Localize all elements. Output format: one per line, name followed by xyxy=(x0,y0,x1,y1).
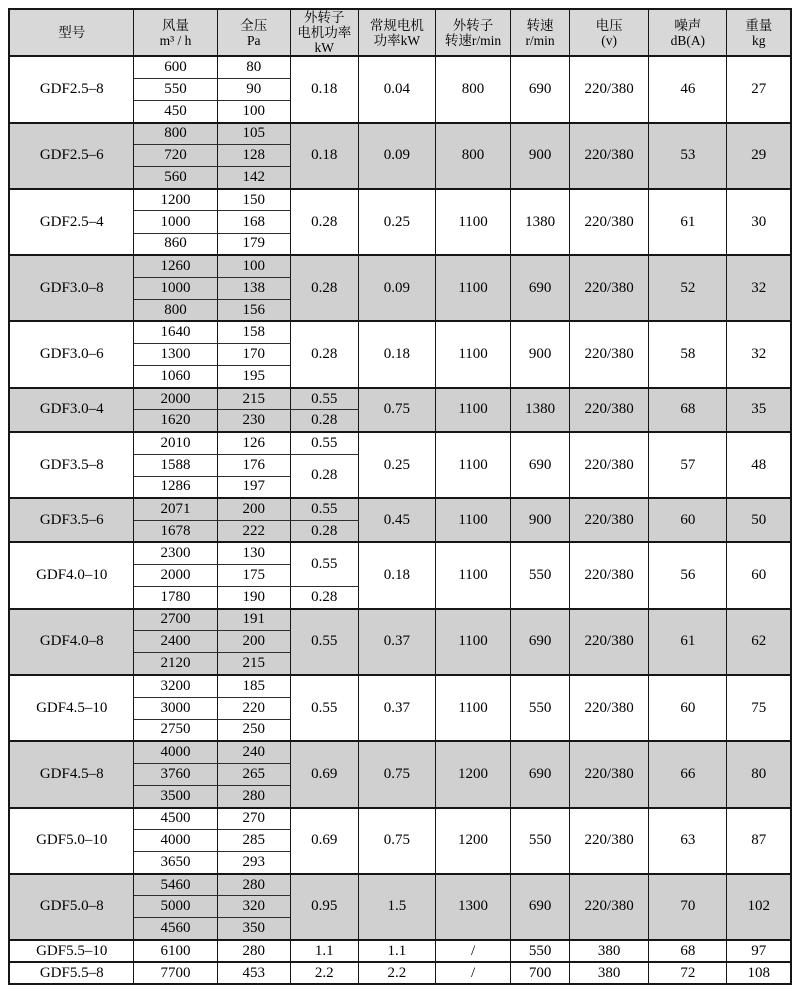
cell-pressure: 280 xyxy=(217,940,290,962)
cell-pressure: 156 xyxy=(217,299,290,321)
cell-airflow: 2071 xyxy=(134,498,217,520)
cell-rotor-speed: 1100 xyxy=(435,498,510,542)
cell-weight: 50 xyxy=(727,498,791,542)
cell-motor-power: 0.45 xyxy=(358,498,435,542)
cell-pressure: 176 xyxy=(217,454,290,476)
cell-airflow: 550 xyxy=(134,78,217,100)
cell-speed: 700 xyxy=(511,962,570,984)
cell-airflow: 1000 xyxy=(134,211,217,233)
cell-pressure: 168 xyxy=(217,211,290,233)
cell-voltage: 220/380 xyxy=(570,56,649,122)
cell-weight: 108 xyxy=(727,962,791,984)
cell-weight: 29 xyxy=(727,123,791,189)
cell-pressure: 126 xyxy=(217,432,290,454)
cell-voltage: 220/380 xyxy=(570,189,649,255)
cell-pressure: 280 xyxy=(217,874,290,896)
cell-pressure: 80 xyxy=(217,56,290,78)
cell-noise: 72 xyxy=(649,962,727,984)
cell-rotor-power: 0.28 xyxy=(290,520,358,542)
cell-rotor-power: 0.18 xyxy=(290,56,358,122)
cell-airflow: 1260 xyxy=(134,255,217,277)
cell-pressure: 195 xyxy=(217,366,290,388)
cell-pressure: 222 xyxy=(217,520,290,542)
cell-voltage: 380 xyxy=(570,962,649,984)
cell-motor-power: 1.5 xyxy=(358,874,435,940)
cell-airflow: 860 xyxy=(134,233,217,255)
cell-voltage: 220/380 xyxy=(570,255,649,321)
cell-airflow: 1300 xyxy=(134,344,217,366)
cell-model: GDF3.5–6 xyxy=(9,498,134,542)
cell-model: GDF4.5–10 xyxy=(9,675,134,741)
cell-voltage: 220/380 xyxy=(570,123,649,189)
cell-speed: 900 xyxy=(511,321,570,387)
cell-weight: 102 xyxy=(727,874,791,940)
col-header-line: 外转子 xyxy=(304,10,345,25)
cell-pressure: 320 xyxy=(217,896,290,918)
cell-voltage: 220/380 xyxy=(570,609,649,675)
table-row xyxy=(9,432,791,454)
cell-rotor-speed: 800 xyxy=(435,56,510,122)
col-header-line: 电压 xyxy=(595,17,623,33)
cell-model: GDF5.5–8 xyxy=(9,962,134,984)
cell-rotor-power: 2.2 xyxy=(290,962,358,984)
cell-pressure: 100 xyxy=(217,101,290,123)
cell-airflow: 1640 xyxy=(134,321,217,343)
cell-voltage: 220/380 xyxy=(570,874,649,940)
col-header-voltage xyxy=(570,9,649,56)
cell-airflow: 1678 xyxy=(134,520,217,542)
cell-rotor-power: 0.55 xyxy=(290,675,358,741)
cell-noise: 56 xyxy=(649,542,727,608)
cell-motor-power: 2.2 xyxy=(358,962,435,984)
cell-pressure: 105 xyxy=(217,123,290,145)
table-header xyxy=(9,9,791,56)
cell-weight: 97 xyxy=(727,940,791,962)
col-header-weight xyxy=(727,9,791,56)
cell-pressure: 142 xyxy=(217,167,290,189)
cell-speed: 550 xyxy=(511,542,570,608)
cell-motor-power: 0.09 xyxy=(358,123,435,189)
cell-speed: 1380 xyxy=(511,189,570,255)
col-header-rotor_speed xyxy=(435,9,510,56)
cell-pressure: 265 xyxy=(217,763,290,785)
cell-airflow: 720 xyxy=(134,145,217,167)
cell-rotor-speed: 1100 xyxy=(435,255,510,321)
cell-rotor-speed: 1100 xyxy=(435,388,510,432)
cell-weight: 87 xyxy=(727,808,791,874)
cell-pressure: 293 xyxy=(217,852,290,874)
table-row xyxy=(9,962,791,984)
cell-rotor-power: 0.28 xyxy=(290,189,358,255)
col-header-line: kW xyxy=(314,40,335,56)
cell-speed: 690 xyxy=(511,874,570,940)
col-header-line: 电机功率 xyxy=(297,25,352,41)
cell-airflow: 3200 xyxy=(134,675,217,697)
cell-model: GDF3.0–6 xyxy=(9,321,134,387)
col-header-line: 风量 xyxy=(162,17,190,33)
cell-rotor-power: 0.28 xyxy=(290,255,358,321)
cell-noise: 61 xyxy=(649,189,727,255)
cell-airflow: 1060 xyxy=(134,366,217,388)
cell-pressure: 191 xyxy=(217,609,290,631)
cell-motor-power: 1.1 xyxy=(358,940,435,962)
cell-airflow: 2400 xyxy=(134,631,217,653)
cell-rotor-power: 0.55 xyxy=(290,498,358,520)
table-row xyxy=(9,808,791,830)
cell-rotor-power: 0.55 xyxy=(290,388,358,410)
cell-rotor-power: 0.28 xyxy=(290,587,358,609)
cell-voltage: 380 xyxy=(570,940,649,962)
col-header-line: 常规电机 xyxy=(369,17,424,33)
cell-motor-power: 0.04 xyxy=(358,56,435,122)
table-row xyxy=(9,123,791,145)
cell-rotor-speed: 1100 xyxy=(435,432,510,498)
cell-rotor-speed: 1100 xyxy=(435,189,510,255)
cell-noise: 68 xyxy=(649,388,727,432)
table-row xyxy=(9,874,791,896)
cell-speed: 690 xyxy=(511,255,570,321)
cell-speed: 690 xyxy=(511,609,570,675)
cell-pressure: 250 xyxy=(217,719,290,741)
cell-speed: 690 xyxy=(511,432,570,498)
cell-model: GDF2.5–8 xyxy=(9,56,134,122)
cell-pressure: 138 xyxy=(217,277,290,299)
cell-weight: 27 xyxy=(727,56,791,122)
cell-airflow: 2300 xyxy=(134,542,217,564)
cell-noise: 58 xyxy=(649,321,727,387)
cell-rotor-speed: 1300 xyxy=(435,874,510,940)
cell-motor-power: 0.25 xyxy=(358,432,435,498)
col-header-line: 转速 xyxy=(526,17,554,33)
cell-weight: 32 xyxy=(727,321,791,387)
table-row xyxy=(9,321,791,343)
cell-rotor-power: 1.1 xyxy=(290,940,358,962)
cell-pressure: 170 xyxy=(217,344,290,366)
cell-rotor-power: 0.69 xyxy=(290,741,358,807)
cell-motor-power: 0.09 xyxy=(358,255,435,321)
cell-model: GDF4.0–8 xyxy=(9,609,134,675)
cell-noise: 60 xyxy=(649,498,727,542)
cell-pressure: 200 xyxy=(217,498,290,520)
cell-model: GDF4.0–10 xyxy=(9,542,134,608)
cell-speed: 900 xyxy=(511,123,570,189)
cell-airflow: 1000 xyxy=(134,277,217,299)
cell-pressure: 175 xyxy=(217,564,290,586)
table-row xyxy=(9,741,791,763)
table-row xyxy=(9,542,791,564)
col-header-noise xyxy=(649,9,727,56)
table-row xyxy=(9,56,791,78)
cell-motor-power: 0.37 xyxy=(358,675,435,741)
col-header-line: Pa xyxy=(246,32,261,48)
cell-rotor-speed: 1100 xyxy=(435,321,510,387)
col-header-line: m³ / h xyxy=(159,32,192,48)
col-header-line: 型号 xyxy=(58,25,86,41)
cell-pressure: 453 xyxy=(217,962,290,984)
col-header-line: 外转子 xyxy=(452,17,494,33)
cell-voltage: 220/380 xyxy=(570,321,649,387)
cell-rotor-speed: 1100 xyxy=(435,542,510,608)
cell-airflow: 1286 xyxy=(134,476,217,498)
table-row xyxy=(9,388,791,410)
cell-noise: 63 xyxy=(649,808,727,874)
table-body xyxy=(9,56,791,984)
cell-weight: 30 xyxy=(727,189,791,255)
cell-rotor-speed: 1200 xyxy=(435,741,510,807)
cell-pressure: 150 xyxy=(217,189,290,211)
cell-pressure: 270 xyxy=(217,808,290,830)
cell-voltage: 220/380 xyxy=(570,432,649,498)
cell-airflow: 4560 xyxy=(134,918,217,940)
cell-airflow: 2010 xyxy=(134,432,217,454)
cell-pressure: 230 xyxy=(217,410,290,432)
cell-airflow: 1200 xyxy=(134,189,217,211)
cell-weight: 62 xyxy=(727,609,791,675)
table-row xyxy=(9,675,791,697)
cell-model: GDF5.0–10 xyxy=(9,808,134,874)
cell-pressure: 130 xyxy=(217,542,290,564)
cell-model: GDF5.5–10 xyxy=(9,940,134,962)
cell-weight: 60 xyxy=(727,542,791,608)
cell-pressure: 158 xyxy=(217,321,290,343)
cell-weight: 32 xyxy=(727,255,791,321)
cell-airflow: 2700 xyxy=(134,609,217,631)
cell-speed: 690 xyxy=(511,56,570,122)
cell-airflow: 6100 xyxy=(134,940,217,962)
cell-motor-power: 0.75 xyxy=(358,808,435,874)
cell-speed: 550 xyxy=(511,675,570,741)
cell-motor-power: 0.75 xyxy=(358,741,435,807)
cell-airflow: 2000 xyxy=(134,564,217,586)
fan-specs-table xyxy=(8,8,792,985)
cell-voltage: 220/380 xyxy=(570,498,649,542)
cell-voltage: 220/380 xyxy=(570,808,649,874)
cell-weight: 80 xyxy=(727,741,791,807)
cell-speed: 550 xyxy=(511,808,570,874)
col-header-line: 转速r/min xyxy=(444,32,502,48)
cell-motor-power: 0.18 xyxy=(358,321,435,387)
table-row xyxy=(9,189,791,211)
cell-rotor-speed: 1200 xyxy=(435,808,510,874)
cell-airflow: 4000 xyxy=(134,830,217,852)
cell-rotor-power: 0.55 xyxy=(290,432,358,454)
cell-pressure: 185 xyxy=(217,675,290,697)
cell-airflow: 5000 xyxy=(134,896,217,918)
col-header-airflow xyxy=(134,9,217,56)
cell-airflow: 600 xyxy=(134,56,217,78)
cell-noise: 46 xyxy=(649,56,727,122)
cell-rotor-speed: 1100 xyxy=(435,675,510,741)
cell-rotor-speed: / xyxy=(435,940,510,962)
cell-rotor-speed: 800 xyxy=(435,123,510,189)
cell-pressure: 179 xyxy=(217,233,290,255)
col-header-line: 全压 xyxy=(240,17,268,33)
cell-noise: 68 xyxy=(649,940,727,962)
table-row xyxy=(9,940,791,962)
cell-speed: 1380 xyxy=(511,388,570,432)
cell-rotor-power: 0.69 xyxy=(290,808,358,874)
cell-airflow: 800 xyxy=(134,123,217,145)
cell-speed: 550 xyxy=(511,940,570,962)
cell-motor-power: 0.75 xyxy=(358,388,435,432)
col-header-line: r/min xyxy=(525,32,555,48)
cell-voltage: 220/380 xyxy=(570,675,649,741)
cell-speed: 900 xyxy=(511,498,570,542)
cell-airflow: 4000 xyxy=(134,741,217,763)
cell-noise: 66 xyxy=(649,741,727,807)
cell-airflow: 560 xyxy=(134,167,217,189)
table-row xyxy=(9,255,791,277)
cell-motor-power: 0.25 xyxy=(358,189,435,255)
cell-airflow: 1588 xyxy=(134,454,217,476)
cell-pressure: 200 xyxy=(217,631,290,653)
col-header-line: kg xyxy=(751,32,766,48)
cell-rotor-speed: / xyxy=(435,962,510,984)
cell-airflow: 5460 xyxy=(134,874,217,896)
cell-noise: 60 xyxy=(649,675,727,741)
cell-model: GDF2.5–4 xyxy=(9,189,134,255)
cell-airflow: 2000 xyxy=(134,388,217,410)
cell-noise: 53 xyxy=(649,123,727,189)
col-header-line: 噪声 xyxy=(674,17,702,33)
cell-airflow: 3000 xyxy=(134,697,217,719)
col-header-line: 重量 xyxy=(745,17,773,33)
cell-voltage: 220/380 xyxy=(570,741,649,807)
cell-pressure: 350 xyxy=(217,918,290,940)
cell-pressure: 220 xyxy=(217,697,290,719)
cell-model: GDF4.5–8 xyxy=(9,741,134,807)
cell-airflow: 2750 xyxy=(134,719,217,741)
cell-rotor-power: 0.55 xyxy=(290,609,358,675)
col-header-model xyxy=(9,9,134,56)
table-row xyxy=(9,609,791,631)
cell-rotor-speed: 1100 xyxy=(435,609,510,675)
cell-motor-power: 0.18 xyxy=(358,542,435,608)
cell-airflow: 800 xyxy=(134,299,217,321)
cell-rotor-power: 0.28 xyxy=(290,321,358,387)
cell-voltage: 220/380 xyxy=(570,542,649,608)
cell-airflow: 1780 xyxy=(134,587,217,609)
col-header-pressure xyxy=(217,9,290,56)
cell-noise: 57 xyxy=(649,432,727,498)
cell-airflow: 3650 xyxy=(134,852,217,874)
cell-model: GDF2.5–6 xyxy=(9,123,134,189)
cell-model: GDF3.0–8 xyxy=(9,255,134,321)
col-header-rotor_power xyxy=(290,9,358,56)
cell-noise: 70 xyxy=(649,874,727,940)
cell-pressure: 128 xyxy=(217,145,290,167)
cell-pressure: 280 xyxy=(217,785,290,807)
col-header-line: dB(A) xyxy=(670,32,706,48)
cell-airflow: 2120 xyxy=(134,653,217,675)
cell-pressure: 100 xyxy=(217,255,290,277)
cell-rotor-power: 0.28 xyxy=(290,454,358,498)
cell-rotor-power: 0.95 xyxy=(290,874,358,940)
cell-pressure: 240 xyxy=(217,741,290,763)
cell-rotor-power: 0.18 xyxy=(290,123,358,189)
cell-pressure: 90 xyxy=(217,78,290,100)
cell-pressure: 197 xyxy=(217,476,290,498)
col-header-speed xyxy=(511,9,570,56)
col-header-motor_power xyxy=(358,9,435,56)
cell-voltage: 220/380 xyxy=(570,388,649,432)
cell-motor-power: 0.37 xyxy=(358,609,435,675)
cell-model: GDF3.0–4 xyxy=(9,388,134,432)
cell-airflow: 450 xyxy=(134,101,217,123)
cell-noise: 61 xyxy=(649,609,727,675)
cell-weight: 75 xyxy=(727,675,791,741)
cell-airflow: 4500 xyxy=(134,808,217,830)
cell-weight: 35 xyxy=(727,388,791,432)
col-header-line: 功率kW xyxy=(373,32,421,48)
table-row xyxy=(9,498,791,520)
cell-airflow: 3760 xyxy=(134,763,217,785)
cell-pressure: 215 xyxy=(217,388,290,410)
col-header-line: (v) xyxy=(601,32,617,48)
cell-model: GDF3.5–8 xyxy=(9,432,134,498)
cell-rotor-power: 0.28 xyxy=(290,410,358,432)
cell-weight: 48 xyxy=(727,432,791,498)
cell-speed: 690 xyxy=(511,741,570,807)
cell-airflow: 7700 xyxy=(134,962,217,984)
cell-airflow: 3500 xyxy=(134,785,217,807)
cell-airflow: 1620 xyxy=(134,410,217,432)
cell-rotor-power: 0.55 xyxy=(290,542,358,586)
cell-noise: 52 xyxy=(649,255,727,321)
cell-pressure: 190 xyxy=(217,587,290,609)
cell-model: GDF5.0–8 xyxy=(9,874,134,940)
cell-pressure: 215 xyxy=(217,653,290,675)
cell-pressure: 285 xyxy=(217,830,290,852)
